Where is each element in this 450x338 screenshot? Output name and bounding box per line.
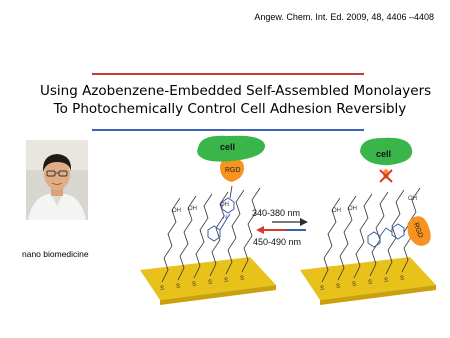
title-rule-bottom <box>92 129 364 131</box>
slide-title <box>40 82 432 118</box>
arrows <box>252 208 308 247</box>
title-line-2: To Photochemically Control Cell Adhesion Reversibly <box>53 101 407 117</box>
svg-text:OH: OH <box>408 196 417 202</box>
svg-text:OH: OH <box>188 206 197 212</box>
svg-text:S: S <box>336 284 341 290</box>
rgd-label-left: RGD <box>225 167 241 174</box>
reverse-arrow-head <box>256 226 264 234</box>
forward-arrow-label: 340-380 nm <box>252 208 301 218</box>
azobenzene-right <box>368 224 404 247</box>
title-line-1: Using Azobenzene-Embedded Self-Assembled Monolayers <box>40 83 432 99</box>
forward-arrow-head <box>300 218 308 226</box>
photo-caption: nano biomedicine <box>22 249 89 259</box>
svg-text:S: S <box>368 280 373 286</box>
left-state <box>140 136 276 305</box>
svg-text:OH: OH <box>172 208 181 214</box>
svg-text:S: S <box>352 282 357 288</box>
citation: Angew. Chem. Int. Ed. 2009, 48, 4406 –4408 <box>254 12 434 22</box>
rgd-label-right: RGD <box>411 221 424 239</box>
cell-label-left: cell <box>220 142 236 152</box>
svg-text:S: S <box>176 284 181 290</box>
svg-text:S: S <box>192 282 197 288</box>
svg-text:S: S <box>240 276 245 282</box>
title-rule-top <box>92 73 364 75</box>
svg-text:S: S <box>208 280 213 286</box>
svg-text:OH: OH <box>332 208 341 214</box>
svg-text:S: S <box>160 286 165 292</box>
svg-text:S: S <box>320 286 325 292</box>
portrait-image <box>26 140 88 220</box>
gold-surface-left <box>140 257 276 300</box>
photoswitch-scheme <box>128 133 450 338</box>
gold-surface-right <box>300 257 436 300</box>
reverse-arrow-label: 450-490 nm <box>253 237 302 247</box>
cell-label-right: cell <box>376 149 392 159</box>
author-photo <box>26 140 88 220</box>
svg-text:N: N <box>223 215 228 221</box>
svg-text:OH: OH <box>220 202 229 208</box>
right-state <box>300 138 436 305</box>
svg-text:S: S <box>400 276 405 282</box>
svg-text:S: S <box>384 278 389 284</box>
svg-text:OH: OH <box>348 206 357 212</box>
svg-text:S: S <box>224 278 229 284</box>
